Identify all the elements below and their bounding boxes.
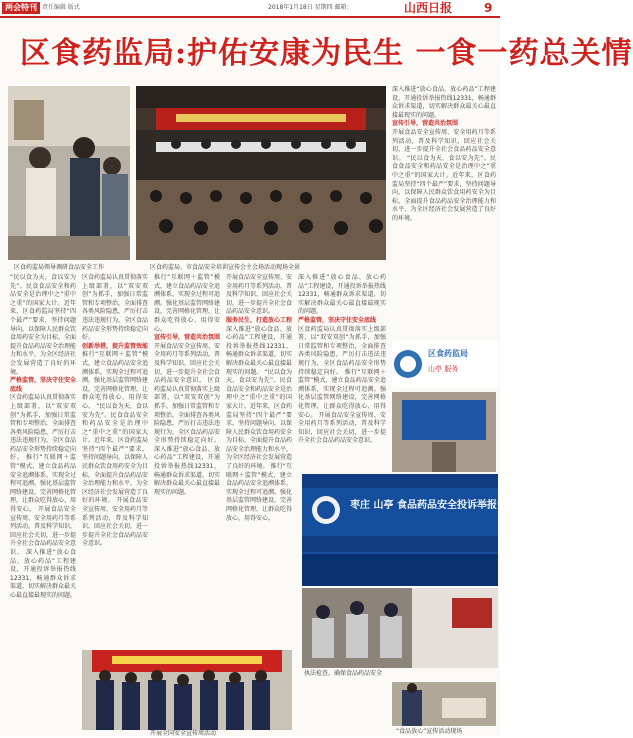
photo-hotline-sign bbox=[302, 474, 556, 588]
article-paragraph: 推行“互联网＋监管”模式，建立食品药品安全追溯体系，实现全过程可追溯。强化基层监管网络建设，完善网格化管理，让群众吃得放心、用得安心。 bbox=[10, 454, 77, 514]
article-paragraph: 深入推进“放心食品、放心药品”工程建设，开通投诉举报热线12331，畅通群众诉求渠道，切实解决群众最关心最直接最现实的问题。 bbox=[154, 445, 221, 496]
photo-promotion-activity bbox=[82, 650, 292, 730]
article-paragraph: 深入推进“放心食品、放心药品”工程建设，开通投诉举报热线12331，畅通群众诉求渠道，切实解决群众最关心最直接最现实的问题。 bbox=[298, 274, 386, 316]
photo-caption: 区食药监局领导调研食品安全工作 bbox=[14, 264, 105, 271]
department-badge bbox=[392, 340, 498, 388]
article-paragraph: 推行“互联网＋监管”模式，建立食品药品安全追溯体系，实现全过程可追溯。强化基层监管网络建设，完善网格化管理，让群众吃得放心、用得安心。 bbox=[82, 351, 149, 410]
header-rule bbox=[0, 16, 500, 18]
photo-meeting-hall bbox=[136, 86, 386, 260]
photo-caption: 执法检查，确保食品药品安全 bbox=[304, 670, 383, 677]
masthead: 山西日报 bbox=[404, 1, 453, 15]
headline: 区食药监局:护佑安康为民生 一食一药总关情 bbox=[20, 36, 633, 71]
photo-caption: 开展全国安全宣传周活动 bbox=[150, 730, 217, 737]
page-number: 9 bbox=[484, 1, 493, 15]
article-paragraph: 开展食品安全宣传周、安全用药月等系列活动，普及科学知识，回应社会关切，进一步提升全社会食品药品安全意识。 bbox=[226, 274, 293, 316]
article-paragraph: 区食药监局认真贯彻落实上级部署，以“双安双创”为抓手，加强日常监管和专项整治，全面排查各类风险隐患，严厉打击违法违规行为，全区食品药品安全形势持续稳定向好。 bbox=[298, 325, 386, 376]
article-subheading: 服务民生，打造放心工程 bbox=[226, 316, 293, 324]
article-paragraph: 深入推进“放心食品、放心药品”工程建设，开通投诉举报热线12331，畅通群众诉求渠道，切实解决群众最关心最直接最现实的问题。 bbox=[226, 325, 293, 376]
article-column bbox=[392, 86, 496, 336]
photo-caption: 区食药监局、市食品安全培训宣传会主会场活动现场全景 bbox=[150, 264, 301, 271]
article-column bbox=[226, 274, 292, 644]
photo-inspection-check bbox=[392, 682, 496, 726]
article-paragraph: “民以食为天，食以安为先”。民食食品安全和药品安全是治理中之“重中之重”的国家大计。近年来，区食药监局坚持“四个最严”要求，坚持问题导向，以保障人民群众饮食用药安全为目标，全面提升食品药品安全治理能力和水平，为全区经济社会发展营造了良好的环境。 bbox=[226, 368, 293, 471]
article-paragraph: 推行“互联网＋监管”模式，建立食品药品安全追溯体系，实现全过程可追溯。强化基层监管网络建设，完善网格化管理，让群众吃得放心、用得安心。 bbox=[298, 368, 386, 419]
article-paragraph: “民以食为天，食以安为先”。民食食品安全和药品安全是治理中之“重中之重”的国家大计。近年来，区食药监局坚持“四个最严”要求，坚持问题导向，以保障人民群众饮食用药安全为目标，全面提升食品药品安全治理能力和水平，为全区经济社会发展营造了良好的环境。 bbox=[392, 154, 496, 222]
photo-caption: “食品放心”宣传活动现场 bbox=[396, 728, 463, 735]
article-paragraph: 区食药监局认真贯彻落实上级部署，以“双安双创”为抓手，加强日常监管和专项整治，全面排查各类风险隐患，严厉打击违法违规行为，全区食品药品安全形势持续稳定向好。 bbox=[10, 394, 77, 462]
article-paragraph: 开展食品安全宣传周、安全用药月等系列活动，普及科学知识，回应社会关切，进一步提升全社会食品药品安全意识。 bbox=[298, 411, 386, 445]
article-column bbox=[10, 274, 76, 726]
photo-complaint-center bbox=[392, 392, 496, 472]
article-paragraph: 区食药监局认真贯彻落实上级部署，以“双安双创”为抓手，加强日常监管和专项整治，全面排查各类风险隐患，严厉打击违法违规行为，全区食品药品安全形势持续稳定向好。 bbox=[154, 377, 221, 445]
article-subheading: 宣传引导，营造共治氛围 bbox=[154, 334, 221, 342]
article-paragraph: “民以食为天，食以安为先”。民食食品安全和药品安全是治理中之“重中之重”的国家大计。近年来，区食药监局坚持“四个最严”要求，坚持问题导向，以保障人民群众饮食用药安全为目标，全面提升食品药品安全治理能力和水平，为全区经济社会发展营造了良好的环境。 bbox=[82, 402, 149, 505]
sign-text: 枣庄 山亭 食品药品安全投诉举报中心 12331 bbox=[350, 500, 556, 511]
section-tag: 两会特刊 bbox=[2, 2, 40, 14]
article-paragraph: 推行“互联网＋监管”模式，建立食品药品安全追溯体系，实现全过程可追溯。强化基层监管网络建设，完善网格化管理，让群众吃得放心、用得安心。 bbox=[226, 463, 293, 522]
article-paragraph: 开展食品安全宣传周、安全用药月等系列活动，普及科学知识，回应社会关切，进一步提升全社会食品药品安全意识。 bbox=[154, 342, 221, 385]
edition-info: 责任编辑 版式 bbox=[42, 4, 80, 11]
article-paragraph: 开展食品安全宣传周、安全用药月等系列活动，普及科学知识，回应社会关切，进一步提升全社会食品药品安全意识。 bbox=[10, 506, 77, 556]
article-subheading: 创新举措，提升监管效能 bbox=[82, 342, 149, 350]
issue-date: 2018年1月18日 星期四 邮箱： bbox=[268, 4, 353, 11]
article-paragraph: 区食药监局认真贯彻落实上级部署，以“双安双创”为抓手，加强日常监管和专项整治，全面排查各类风险隐患，严厉打击违法违规行为，全区食品药品安全形势持续稳定向好。 bbox=[82, 274, 149, 342]
article-subheading: 严格监管，坚决守住安全底线 bbox=[10, 377, 77, 393]
photo-officials-inspection bbox=[8, 86, 130, 260]
article-paragraph: 开展食品安全宣传周、安全用药月等系列活动，普及科学知识，回应社会关切，进一步提升全社会食品药品安全意识。 bbox=[392, 128, 496, 162]
article-paragraph: “民以食为天，食以安为先”。民食食品安全和药品安全是治理中之“重中之重”的国家大计。近年来，区食药监局坚持“四个最严”要求，坚持问题导向，以保障人民群众饮食用药安全为目标，全面提升食品药品安全治理能力和水平，为全区经济社会发展营造了良好的环境。 bbox=[10, 274, 77, 376]
article-paragraph: 深入推进“放心食品、放心药品”工程建设，开通投诉举报热线12331，畅通群众诉求渠道，切实解决群众最关心最直接最现实的问题。 bbox=[10, 549, 77, 599]
article-column bbox=[154, 274, 220, 644]
article-paragraph: 推行“互联网＋监管”模式，建立食品药品安全追溯体系，实现全过程可追溯。强化基层监管网络建设，完善网格化管理，让群众吃得放心、用得安心。 bbox=[154, 274, 221, 333]
badge-title: 区食药监局 bbox=[428, 349, 468, 358]
article-subheading: 严格监管，坚决守住安全底线 bbox=[298, 316, 377, 324]
photo-counter bbox=[302, 588, 498, 668]
article-column bbox=[82, 274, 148, 644]
badge-subtitle: 山亭 服务 bbox=[428, 365, 459, 373]
article-paragraph: 开展食品安全宣传周、安全用药月等系列活动，普及科学知识，回应社会关切，进一步提升全社会食品药品安全意识。 bbox=[82, 497, 149, 548]
page-header bbox=[0, 0, 500, 16]
article-paragraph: 深入推进“放心食品、放心药品”工程建设，开通投诉举报热线12331，畅通群众诉求渠道，切实解决群众最关心最直接最现实的问题。 bbox=[392, 86, 496, 119]
article-subheading: 宣传引导，营造共治氛围 bbox=[392, 120, 459, 128]
